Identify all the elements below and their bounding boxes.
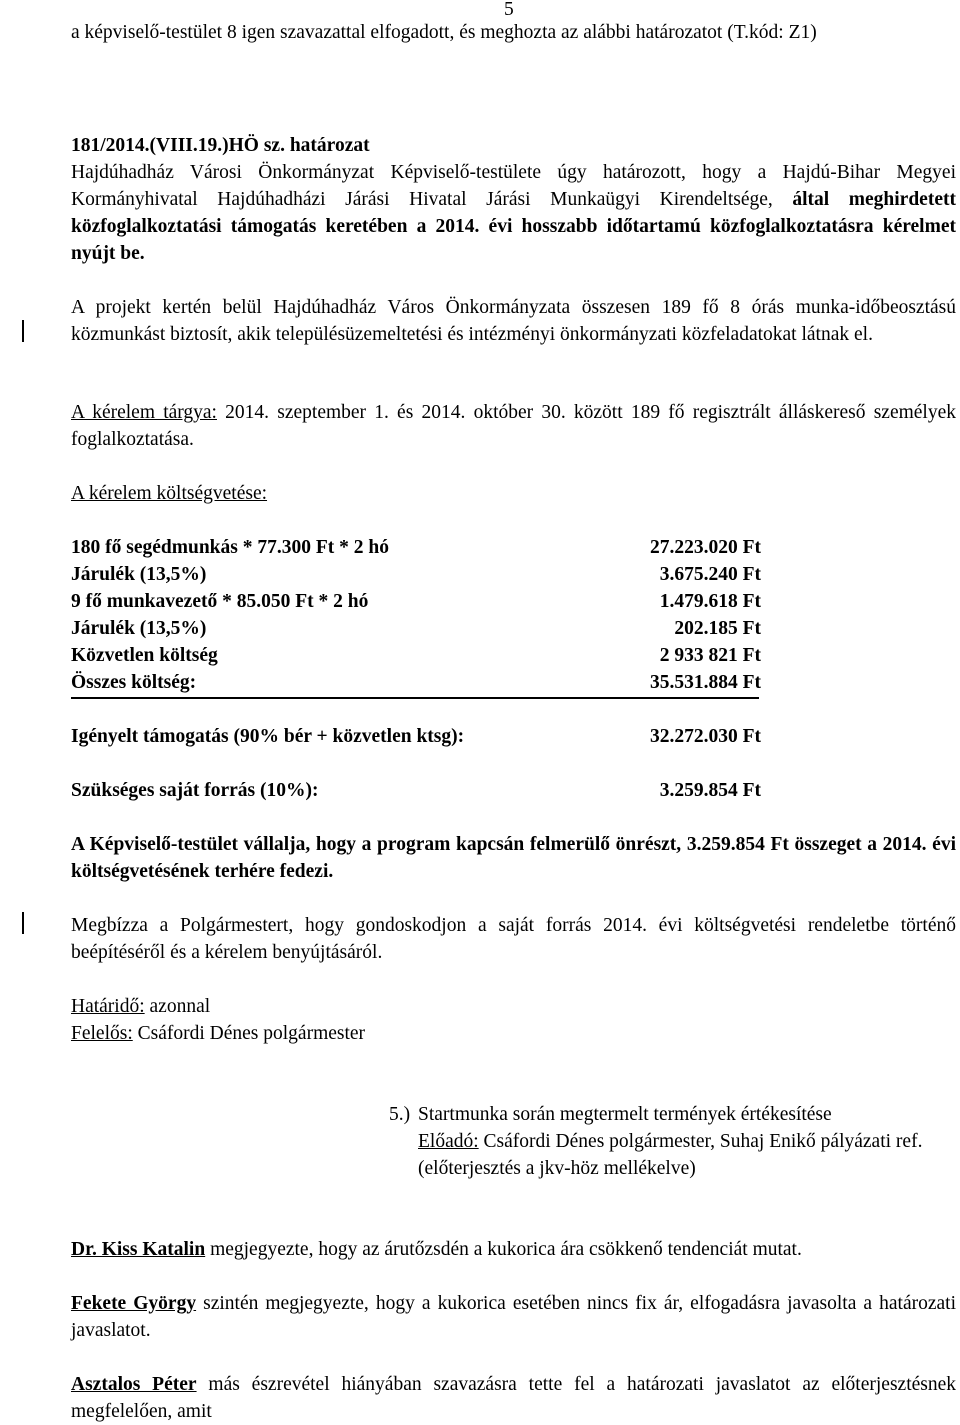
responsible-value: Csáfordi Dénes polgármester bbox=[132, 1023, 366, 1044]
deadline-value: azonnal bbox=[144, 996, 211, 1017]
budget-row-label: Összes költség: bbox=[71, 672, 197, 693]
requested-label: Igényelt támogatás (90% bér + közvetlen ktsg): bbox=[71, 726, 465, 747]
agenda-presenter bbox=[418, 1128, 955, 1155]
budget-row bbox=[71, 588, 761, 615]
budget-row-value: 1.479.618 Ft bbox=[659, 591, 761, 612]
budget-total-row bbox=[71, 669, 761, 696]
budget-row-label: Járulék (13,5%) bbox=[71, 618, 207, 639]
own-funds-label: Szükséges saját forrás (10%): bbox=[71, 780, 319, 801]
responsible-line bbox=[71, 1020, 956, 1047]
project-paragraph: A projekt kertén belül Hajdúhadház Város Önkormányzata összesen 189 fő 8 órás munka-időbeosztású közmunkást biztosít, akik településüzemeltetési és intézményi önkormányzati közfeladatokat látnak el. bbox=[71, 297, 956, 345]
page-number: 5 bbox=[504, 0, 514, 20]
revision-bar bbox=[22, 912, 24, 934]
agenda-number: 5.) bbox=[389, 1104, 411, 1125]
resolution-text-normal: Hajdúhadház Városi Önkormányzat Képviselő-testülete úgy határozott, hogy a Hajdú-Bihar Megyei Kormányhivatal Hajdúhadházi Járási Hivatal Járási Munkaügyi Kirendeltsége, bbox=[71, 162, 956, 210]
budget-row-value: 35.531.884 Ft bbox=[649, 672, 761, 693]
presenter-label: Előadó: bbox=[418, 1131, 479, 1152]
speaker-name: Asztalos Péter bbox=[71, 1374, 197, 1395]
remark-paragraph bbox=[71, 1236, 956, 1263]
budget-row-label: 180 fő segédmunkás * 77.300 Ft * 2 hó bbox=[71, 537, 389, 558]
budget-row-value: 3.675.240 Ft bbox=[659, 564, 761, 585]
budget-own-row bbox=[71, 777, 761, 804]
budget-requested-row bbox=[71, 723, 761, 750]
budget-row-value: 27.223.020 Ft bbox=[649, 537, 761, 558]
budget-heading: A kérelem költségvetése: bbox=[71, 483, 268, 504]
deadline-line bbox=[71, 993, 956, 1020]
budget-row bbox=[71, 561, 761, 588]
remark-paragraph bbox=[71, 1371, 956, 1425]
revision-bar bbox=[22, 320, 24, 342]
agenda-content bbox=[418, 1101, 955, 1182]
deadline-label: Határidő: bbox=[71, 996, 145, 1017]
remark-text: megjegyezte, hogy az árutőzsdén a kukorica ára csökkenő tendenciát mutat. bbox=[205, 1239, 802, 1260]
speaker-name: Fekete György bbox=[71, 1293, 197, 1314]
request-subject bbox=[71, 399, 956, 453]
mandate-paragraph: Megbízza a Polgármestert, hogy gondoskodjon a saját forrás 2014. évi költségvetési rendeletbe történő beépítéséről és a kérelem benyújtásáról. bbox=[71, 915, 956, 963]
total-underline bbox=[71, 697, 759, 699]
budget-row-value: 2 933 821 Ft bbox=[659, 645, 761, 666]
presenter-name: Csáfordi Dénes polgármester, Suhaj Enikő pályázati ref. bbox=[478, 1131, 923, 1152]
speaker-name: Dr. Kiss Katalin bbox=[71, 1239, 206, 1260]
agenda-title: Startmunka során megtermelt termények értékesítése bbox=[418, 1104, 832, 1125]
resolution-id: 181/2014.(VIII.19.)HÖ sz. határozat bbox=[71, 135, 370, 156]
budget-row-label: Járulék (13,5%) bbox=[71, 564, 207, 585]
subject-label: A kérelem tárgya: bbox=[71, 402, 217, 423]
budget-row bbox=[71, 615, 761, 642]
commitment-paragraph: A Képviselő-testület vállalja, hogy a program kapcsán felmerülő önrészt, 3.259.854 Ft összeget a 2014. évi költségvetésének terhére fedezi. bbox=[71, 834, 956, 882]
resolution-text-bold: által meghirdetett közfoglalkoztatási támogatás keretében a 2014. évi hosszabb időtartamú közfoglalkoztatásra kérelmet nyújt be. bbox=[71, 189, 956, 264]
responsible-label: Felelős: bbox=[71, 1023, 133, 1044]
budget-row-label: Közvetlen költség bbox=[71, 645, 218, 666]
resolution-text bbox=[71, 159, 956, 267]
resolution-block bbox=[71, 132, 956, 267]
budget-row-value: 202.185 Ft bbox=[674, 618, 761, 639]
budget-row-label: 9 fő munkavezető * 85.050 Ft * 2 hó bbox=[71, 591, 369, 612]
remark-text: szintén megjegyezte, hogy a kukorica esetében nincs fix ár, elfogadásra javasolta a határozati javaslatot. bbox=[71, 1293, 956, 1341]
remark-text: más észrevétel hiányában szavazásra tette fel a határozati javaslatot az előterjesztésnek megfelelően, amit bbox=[71, 1374, 957, 1422]
requested-value: 32.272.030 Ft bbox=[649, 726, 761, 747]
remark-paragraph bbox=[71, 1290, 956, 1344]
own-funds-value: 3.259.854 Ft bbox=[659, 780, 761, 801]
subject-text: 2014. szeptember 1. és 2014. október 30. között 189 fő regisztrált álláskereső személyek foglalkoztatása. bbox=[71, 402, 956, 450]
budget-row bbox=[71, 642, 761, 669]
vote-intro: a képviselő-testület 8 igen szavazattal elfogadott, és meghozta az alábbi határozatot (T.kód: Z1) bbox=[71, 22, 817, 43]
budget-row bbox=[71, 534, 761, 561]
agenda-attachment: (előterjesztés a jkv-höz mellékelve) bbox=[418, 1158, 696, 1179]
